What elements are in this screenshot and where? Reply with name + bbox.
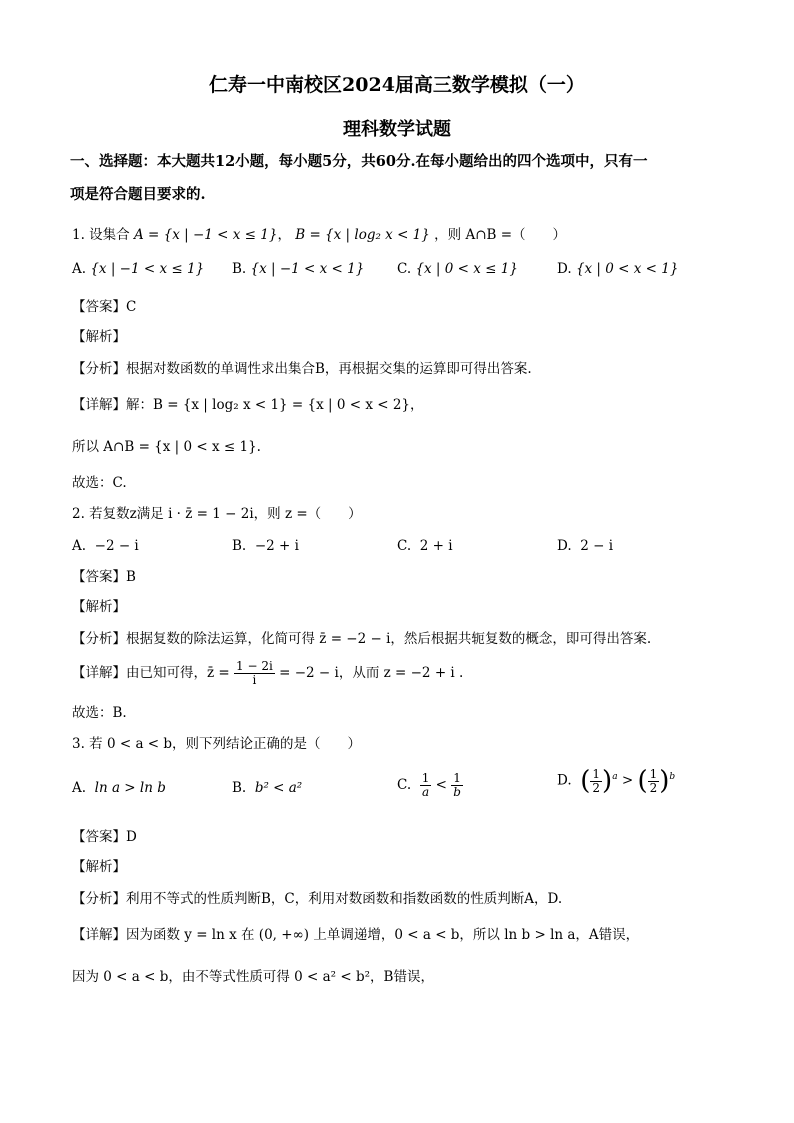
q3-option-d: D. ( $\frac{1}{2}$ )$^a$ > ( $\frac{1}{2}$ )$^b$	[557, 766, 676, 796]
q1-stem-suffix: ，则 A∩B =（ ）	[434, 227, 567, 243]
q3-fenxi: 【分析】利用不等式的性质判断B，C，利用对数函数和指数函数的性质判断A，D.	[72, 891, 563, 907]
section-heading-line2: 项是符合题目要求的.	[70, 186, 206, 203]
q2-fraction: $\frac{1 - 2i}{i}$	[236, 659, 273, 687]
section-heading-line1: 一、选择题：本大题共12小题，每小题5分，共60分.在每小题给出的四个选项中，只有一	[70, 153, 648, 170]
q2-option-c: C. 2 + i	[397, 538, 453, 554]
q2-option-b: B. −2 + i	[232, 538, 299, 554]
q3-option-c: C. $\frac{1}{a}$ < $\frac{1}{b}$	[397, 771, 461, 799]
q1-option-c: C. {x | 0 < x ≤ 1}	[397, 261, 518, 277]
q2-stem: 2. 若复数z满足 i · z̄ = 1 − 2i，则 z =（ ）	[72, 506, 362, 522]
q2-analysis-label: 【解析】	[72, 599, 126, 615]
page-title: 仁寿一中南校区2024届高三数学模拟（一）	[209, 74, 585, 96]
q1-analysis-label: 【解析】	[72, 329, 126, 345]
q1-choice: 故选：C.	[72, 475, 127, 491]
q3-xiangjie: 【详解】因为函数 y = ln x 在 (0, +∞) 上单调递增，0 < a < b，所以 ln b > ln a，A错误，	[72, 927, 640, 943]
q2-choice: 故选：B.	[72, 705, 127, 721]
q1-option-a: A. {x | −1 < x ≤ 1}	[72, 261, 205, 277]
q2-answer: 【答案】B	[72, 569, 136, 585]
q3-analysis-label: 【解析】	[72, 859, 126, 875]
q3-answer: 【答案】D	[72, 829, 137, 845]
q2-xiangjie: 【详解】由已知可得，z̄ = $\frac{1 - 2i}{i}$ = −2 − i，从而 z = −2 + i .	[72, 659, 464, 687]
q2-option-a: A. −2 − i	[72, 538, 139, 554]
q1-set-a: A = {x | −1 < x ≤ 1}	[133, 227, 278, 243]
q3-line2: 因为 0 < a < b，由不等式性质可得 0 < a² < b²，B错误，	[72, 969, 434, 985]
q3-option-b: B. b² < a²	[232, 780, 303, 796]
q1-answer: 【答案】C	[72, 299, 137, 315]
q3-stem: 3. 若 0 < a < b，则下列结论正确的是（ ）	[72, 736, 362, 752]
q1-fenxi: 【分析】根据对数函数的单调性求出集合B，再根据交集的运算即可得出答案.	[72, 361, 532, 377]
q1-line2: 所以 A∩B = {x | 0 < x ≤ 1}.	[72, 439, 261, 455]
q1-option-d: D. {x | 0 < x < 1}	[557, 261, 679, 277]
q3-option-a: A. ln a > ln b	[72, 780, 166, 796]
page-subtitle: 理科数学试题	[343, 119, 451, 140]
q1-option-b: B. {x | −1 < x < 1}	[232, 261, 365, 277]
q2-option-d: D. 2 − i	[557, 538, 614, 554]
q1-stem-prefix: 1. 设集合	[72, 227, 130, 243]
q1-xiangjie: 【详解】解：B = {x | log₂ x < 1} = {x | 0 < x < 2}，	[72, 397, 424, 413]
q1-set-b: B = {x | log₂ x < 1}	[295, 227, 430, 243]
q1-stem: 1. 设集合 A = {x | −1 < x ≤ 1}， B = {x | log₂ x < 1} ，则 A∩B =（ ）	[72, 227, 567, 243]
q2-fenxi: 【分析】根据复数的除法运算，化简可得 z̄ = −2 − i，然后根据共轭复数的概念，即可得出答案.	[72, 631, 652, 647]
